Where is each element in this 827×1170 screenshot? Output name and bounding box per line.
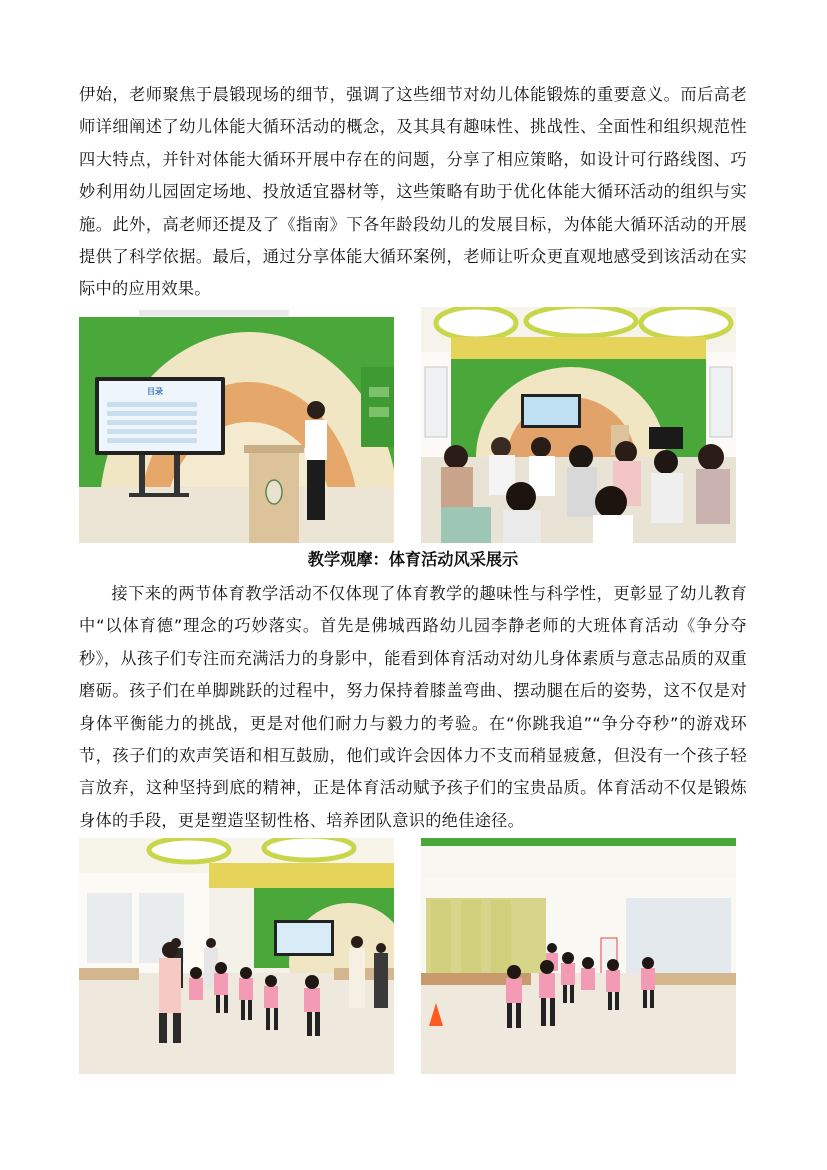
photo-children-activity-hall <box>79 838 394 1074</box>
photo-children-running-game <box>421 838 736 1074</box>
photo-audience-listening <box>421 307 736 543</box>
section-caption: 教学观摩：体育活动风采展示 <box>307 550 519 569</box>
screen-title: 目录 <box>147 387 163 396</box>
body-paragraph: 接下来的两节体育教学活动不仅体现了体育教学的趣味性与科学性，更彰显了幼儿教育中“以体育德”理念的巧妙落实。首先是佛城西路幼儿园李静老师的大班体育活动《争分夺秒》，从孩子们专注而充满活力的身影中，能看到体育活动对幼儿身体素质与意志品质的双重磨砺。孩子们在单脚跳跃的过程中，努力保持着膝盖弯曲、摆动腿在后的姿势，这不仅是对身体平衡能力的挑战，更是对他们耐力与毅力的考验。在“你跳我追”“争分夺秒”的游戏环节，孩子们的欢声笑语和相互鼓励，他们或许会因体力不支而稍显疲惫，但没有一个孩子轻言放弃，这种坚持到底的精神，正是体育活动赋予孩子们的宝贵品质。体育活动不仅是锻炼身体的手段，更是塑造坚韧性格、培养团队意识的绝佳途径。 <box>79 584 747 830</box>
intro-paragraph: 伊始，老师聚焦于晨锻现场的细节，强调了这些细节对幼儿体能锻炼的重要意义。而后高老师详细阐述了幼儿体能大循环活动的概念，及其具有趣味性、挑战性、全面性和组织规范性四大特点，并针对体能大循环开展中存在的问题，分享了相应策略，如设计可行路线图、巧妙利用幼儿园固定场地、投放适宜器材等，这些策略有助于优化体能大循环活动的组织与实施。此外，高老师还提及了《指南》下各年龄段幼儿的发展目标，为体能大循环活动的开展提供了科学依据。最后，通过分享体能大循环案例，老师让听众更直观地感受到该活动在实际中的应用效果。 <box>79 85 747 299</box>
photo-speaker-at-podium <box>79 307 394 543</box>
